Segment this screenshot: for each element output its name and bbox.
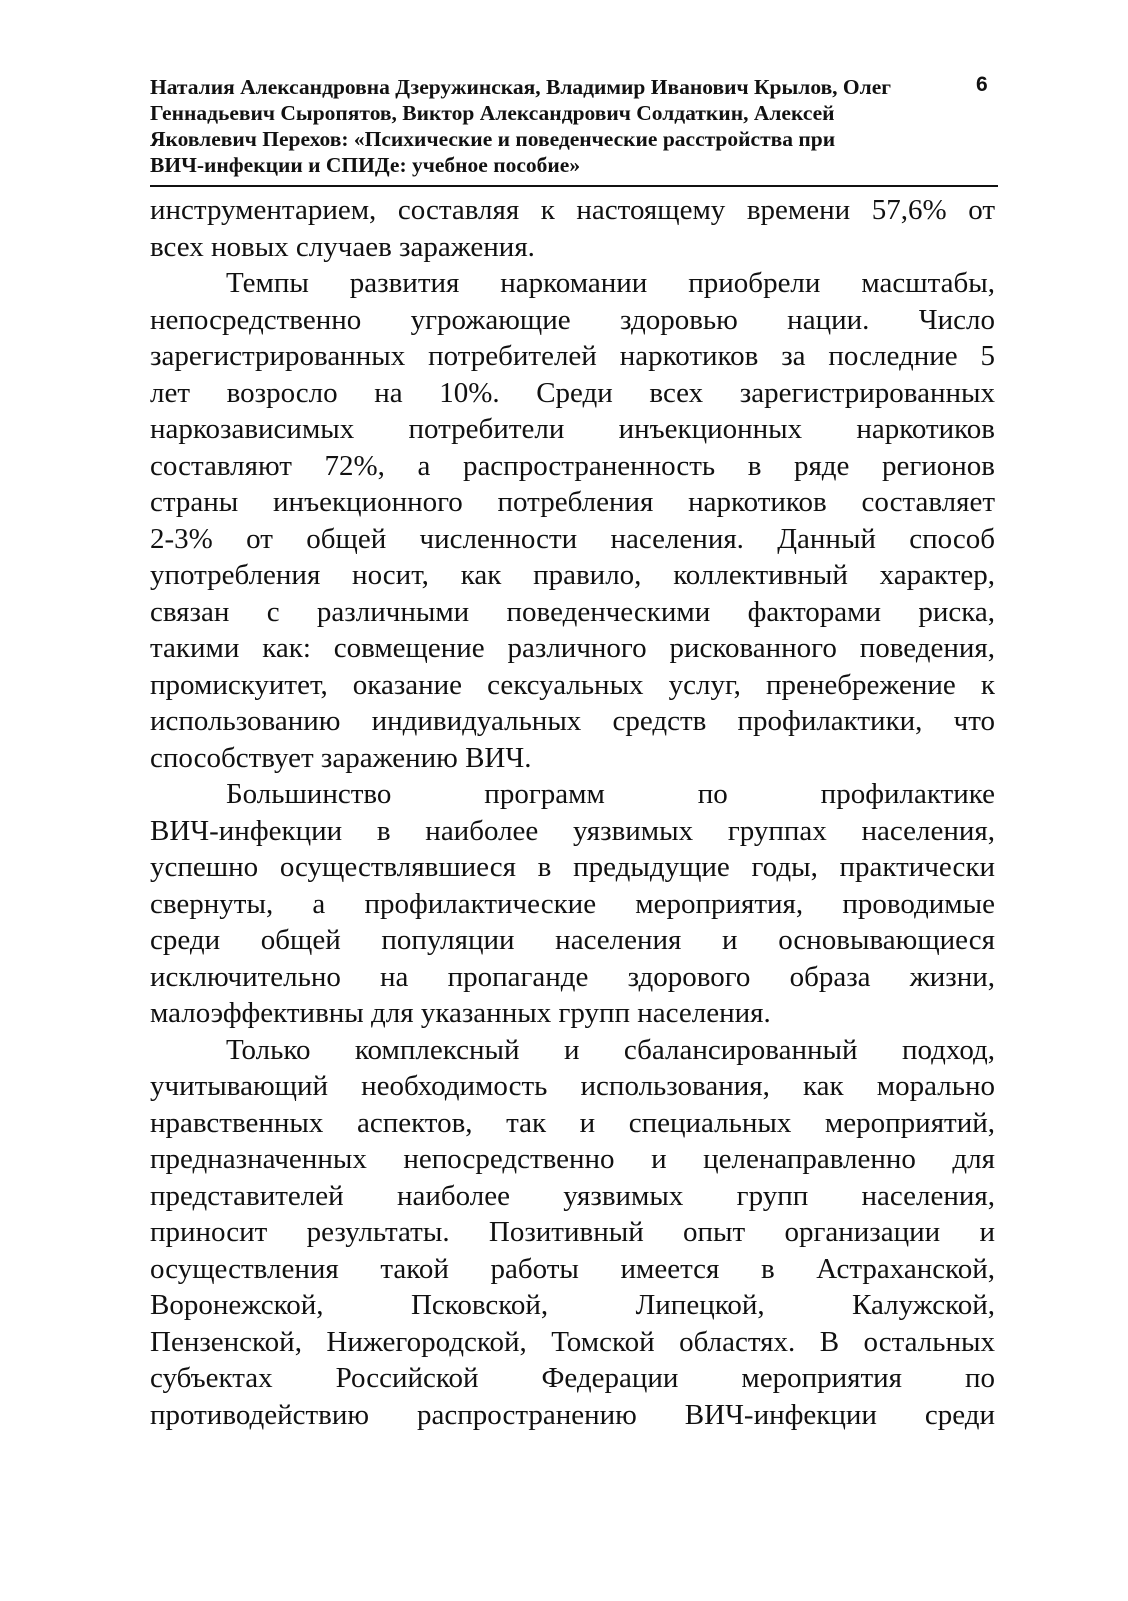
text-line: малоэффективны для указанных групп населения. [150, 997, 771, 1029]
text-line: страны инъекционного потребления наркотиков составляет [150, 486, 995, 518]
header-divider [150, 185, 998, 187]
text-line: Пензенской, Нижегородской, Томской областях. В остальных [150, 1325, 995, 1358]
text-line: 2-3% от общей численности населения. Данный способ [150, 522, 995, 555]
paragraph-first-line: Темпы развития наркомании приобрели масштабы, [226, 267, 995, 299]
text-line: инструментарием, составляя к настоящему времени 57,6% от [150, 194, 995, 226]
text-line: непосредственно угрожающие здоровью нации. Число [150, 303, 995, 336]
text-line: зарегистрированных потребителей наркотиков за последние 5 [150, 340, 995, 372]
text-line: учитывающий необходимость использования, как морально [150, 1070, 995, 1102]
text-line: противодействию распространению ВИЧ-инфекции среди [150, 1398, 995, 1431]
text-line: предназначенных непосредственно и целенаправленно для [150, 1143, 995, 1175]
text-line: всех новых случаев заражения. [150, 230, 535, 263]
text-line: исключительно на пропаганде здорового образа жизни, [150, 960, 995, 993]
text-line: связан с различными поведенческими факторами риска, [150, 595, 995, 628]
text-line: употребления носит, как правило, коллективный характер, [150, 559, 995, 591]
header-line: Геннадьевич Сыропятов, Виктор Александрович Солдаткин, Алексей [150, 101, 835, 125]
header-line: Наталия Александровна Дзеружинская, Владимир Иванович Крылов, Олег [150, 75, 892, 99]
text-line: успешно осуществлявшиеся в предыдущие годы, практически [150, 851, 995, 883]
header-line: ВИЧ-инфекции и СПИДе: учебное пособие» [150, 153, 581, 177]
text-line: Воронежской, Псковской, Липецкой, Калужской, [150, 1289, 995, 1321]
text-line: приносит результаты. Позитивный опыт организации и [150, 1216, 995, 1248]
text-line: свернуты, а профилактические мероприятия, проводимые [150, 887, 995, 920]
header-line: Яковлевич Перехов: «Психические и поведенческие расстройства при [150, 127, 836, 151]
text-line: субъектах Российской Федерации мероприятия по [150, 1362, 995, 1394]
text-line: нравственных аспектов, так и специальных мероприятий, [150, 1106, 995, 1139]
text-line: представителей наиболее уязвимых групп населения, [150, 1179, 995, 1212]
page-number: 6 [976, 73, 988, 96]
text-line: наркозависимых потребители инъекционных наркотиков [150, 413, 995, 445]
text-line: промискуитет, оказание сексуальных услуг, пренебрежение к [150, 668, 995, 701]
paragraph-first-line: Большинство программ по профилактике [226, 778, 995, 810]
text-line: способствует заражению ВИЧ. [150, 741, 532, 774]
text-line: среди общей популяции населения и основывающиеся [150, 924, 995, 956]
paragraph-first-line: Только комплексный и сбалансированный подход, [226, 1033, 995, 1066]
text-line: такими как: совмещение различного рискованного поведения, [150, 632, 995, 664]
text-line: составляют 72%, а распространенность в ряде регионов [150, 449, 995, 482]
text-line: использованию индивидуальных средств профилактики, что [150, 705, 995, 737]
running-header [150, 74, 1000, 178]
text-line: осуществления такой работы имеется в Астраханской, [150, 1252, 995, 1285]
body-text [150, 192, 995, 1433]
text-line: ВИЧ-инфекции в наиболее уязвимых группах населения, [150, 814, 995, 847]
text-line: лет возросло на 10%. Среди всех зарегистрированных [150, 376, 995, 409]
